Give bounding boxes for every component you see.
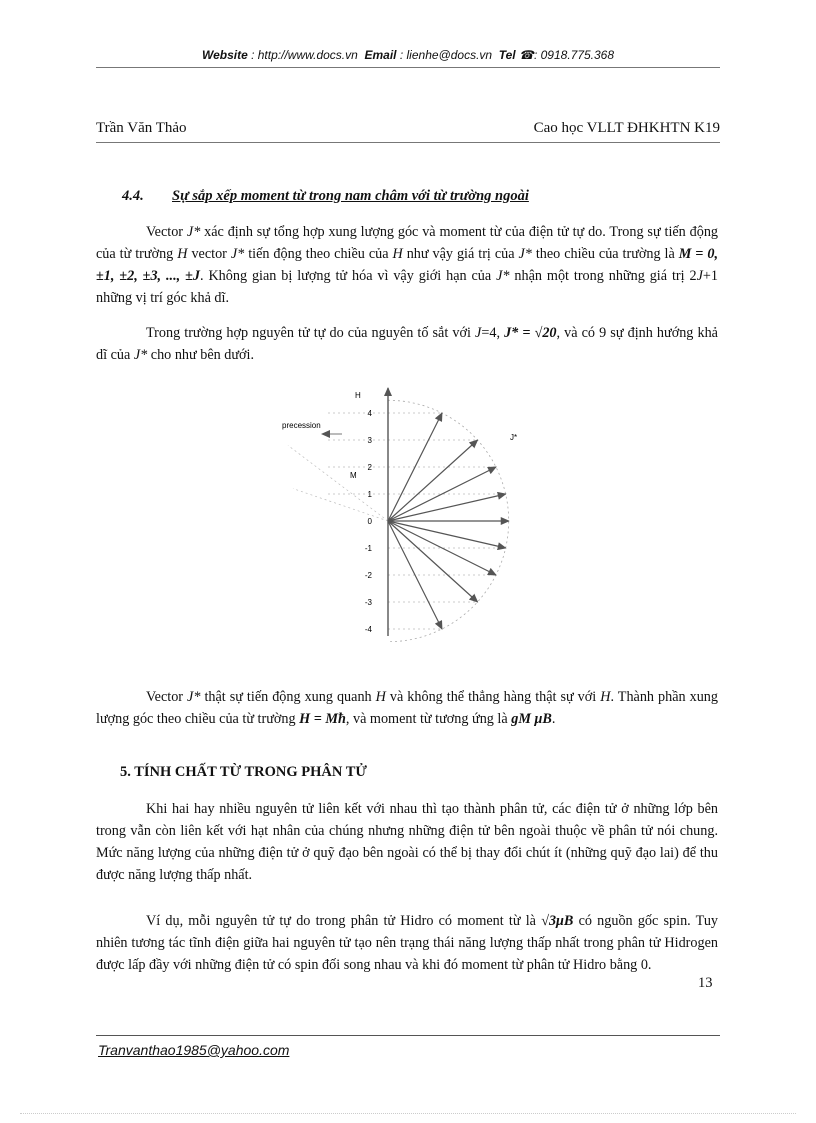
equation-m-values: M = 0, ±1, ±2, ±3, ..., ±J — [96, 246, 718, 284]
site-header — [0, 48, 816, 62]
tick-label: 1 — [367, 490, 372, 499]
section-number: 4.4. — [122, 188, 144, 204]
email-label: Email — [364, 48, 397, 62]
tel-label: Tel — [498, 48, 516, 62]
tick-label: 0 — [367, 517, 372, 526]
space-quantization-figure — [270, 380, 560, 642]
page-edge — [20, 1113, 796, 1114]
m-label: M — [350, 471, 357, 480]
h-axis-label: H — [355, 391, 361, 400]
page-number: 13 — [698, 975, 713, 991]
tick-label: 2 — [367, 463, 372, 472]
header-divider — [96, 67, 720, 68]
j-vector — [388, 494, 506, 521]
equation-sqrt3-mub: √3μB — [541, 913, 574, 929]
j-vectors — [388, 413, 509, 629]
email-value[interactable]: : lienhe@docs.vn — [399, 48, 493, 62]
precession-cone-line — [288, 445, 388, 521]
precession-label: precession — [282, 421, 321, 430]
footer-divider — [96, 1035, 720, 1036]
tick-label: 3 — [367, 436, 372, 445]
phone-icon: ☎ — [519, 48, 534, 62]
section-title-text: Sự sắp xếp moment từ trong nam châm với từ trường ngoài — [172, 188, 529, 204]
section-title — [172, 188, 529, 205]
paragraph-hydrogen: Ví dụ, mỗi nguyên tử tự do trong phân tử Hidro có moment từ là √3μB có nguồn gốc spin. Tuy nhiên tương tác tĩnh điện giữa hai nguyên tử tạo nên trạng thái năng lượng thấp nhất trong phân tử Hidrogen được lấp đầy với những điện tử có spin đối song nhau và khi đó moment từ phân tử Hidro bằng 0. — [96, 913, 719, 973]
paragraph-vector-j: Vector J* xác định sự tổng hợp xung lượng góc và moment từ của điện tử tự do. Trong sự tiến động của từ trường H vector J* tiến động theo chiều của H như vậy giá trị của J* theo chiều của trường là M = 0, ±1, ±2, ±3, ..., ±J. Không gian bị lượng tử hóa vì vậy giới hạn của J* nhận một trong những giá trị 2J+1 những vị trí góc khả dĩ. — [96, 224, 719, 306]
j-star-label: J* — [510, 433, 518, 442]
equation-j-star: J* = √20 — [504, 325, 557, 341]
equation-h-m-hbar: H = Mħ — [299, 711, 346, 727]
website-url[interactable]: : http://www.docs.vn — [251, 48, 358, 62]
tel-value: : 0918.775.368 — [533, 48, 615, 62]
tick-labels — [365, 409, 373, 634]
author-name: Trần Văn Thảo — [96, 120, 187, 136]
tick-label: 4 — [367, 409, 372, 418]
j-vector — [388, 440, 478, 521]
paragraph-molecule: Khi hai hay nhiều nguyên tử liên kết với nhau thì tạo thành phân tử, các điện tử ở những lớp bên trong vẫn còn liên kết với hạt nhân của chúng nhưng những điện tử bên ngoài thuộc về phân tử nói chung. Mức năng lượng của những điện tử ở quỹ đạo bên ngoài có thể bị thay đổi chút ít (những quỹ đạo lai) để thu được năng lượng thấp nhất. — [96, 801, 718, 883]
j-vector — [388, 521, 506, 548]
course-name: Cao học VLLT ĐHKHTN K19 — [533, 120, 720, 136]
precession-cone-line — [293, 489, 388, 521]
section-5-title: 5. TÍNH CHẤT TỪ TRONG PHÂN TỬ — [120, 764, 367, 780]
j-vector — [388, 521, 478, 602]
website-label: Website — [201, 48, 248, 62]
tick-label: -4 — [364, 625, 372, 634]
tick-label: -1 — [364, 544, 372, 553]
tick-label: -2 — [364, 571, 372, 580]
running-head-divider — [96, 142, 720, 143]
tick-label: -3 — [364, 598, 372, 607]
footer-email-link[interactable]: Tranvanthao1985@yahoo.com — [98, 1042, 290, 1058]
paragraph-iron-atom: Trong trường hợp nguyên tử tự do của nguyên tố sắt với J=4, J* = √20, và có 9 sự định hướng khả dĩ của J* cho như bên dưới. — [96, 325, 718, 363]
paragraph-precession: Vector J* thật sự tiến động xung quanh H và không thể thẳng hàng thật sự với H. Thành phần xung lượng góc theo chiều của từ trường H = Mħ, và moment từ tương ứng là gM μB. — [96, 689, 718, 727]
equation-gm-mub: gM μB — [511, 711, 552, 727]
